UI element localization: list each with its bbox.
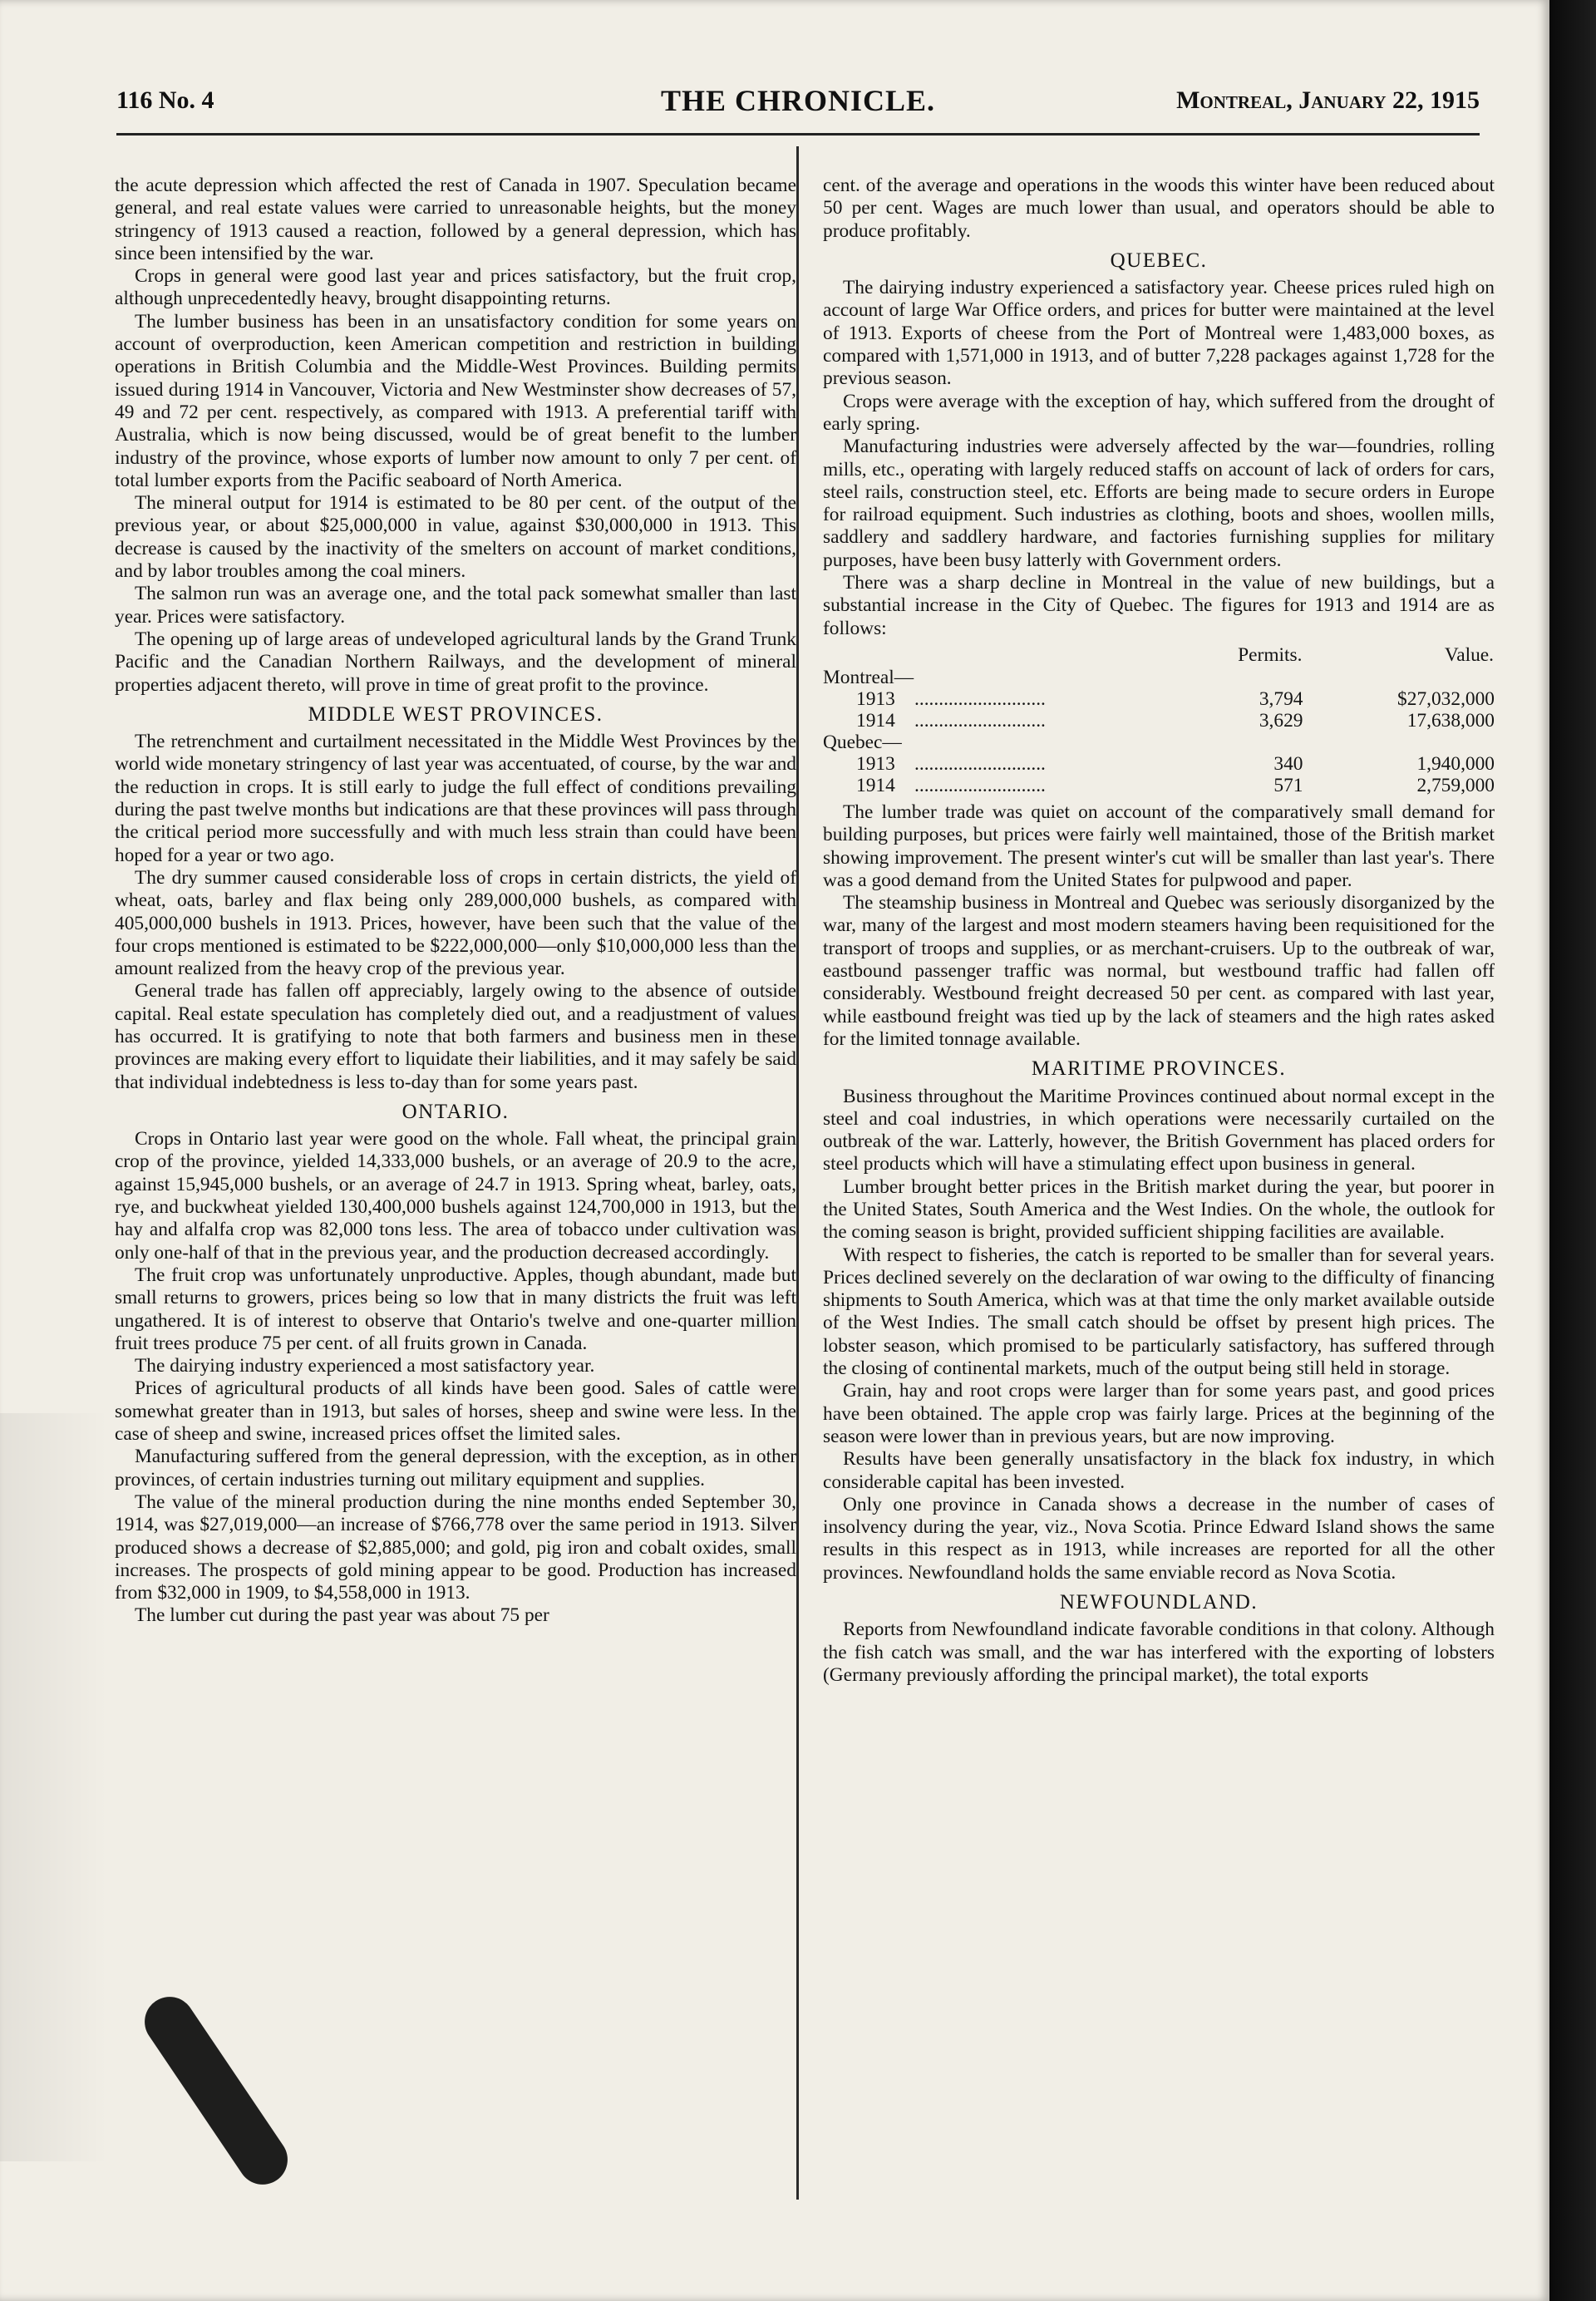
- page-crease-shadow: [0, 1413, 108, 2161]
- year-cell: 1913: [856, 687, 895, 710]
- table-group-row: [823, 732, 1495, 753]
- paragraph: Crops in Ontario last year were good on the whole. Fall wheat, the principal grain crop of the province, yielded 14,333,000 bushels, or an average of 20.9 to the acre, against 15,945,000 bushels, or an average of 24.7 in 1913. Spring wheat, barley, oats, rye, and buckwheat yielded 130,400,000 bushels against 124,700,000 in 1913, but the hay and alfalfa crop was 82,000 tons less. The area of tobacco under cultivation was only one-half of that in the previous year, and the production decreased accordingly.: [115, 1128, 796, 1264]
- paragraph: The mineral output for 1914 is estimated to be 80 per cent. of the output of the previous year, or about $25,000,000 in value, against $30,000,000 in 1913. This decrease is caused by the inactivity of the smelters on account of market conditions, and by labor troubles among the coal miners.: [115, 492, 796, 583]
- section-heading-quebec: QUEBEC.: [1110, 249, 1208, 272]
- paragraph: Only one province in Canada shows a decrease in the number of cases of insolvency during the year, viz., Nova Scotia. Prince Edward Island shows the same results in this respect as in 1913, while increases are reported for all the other provinces. Newfoundland holds the same enviable record as Nova Scotia.: [823, 1493, 1495, 1584]
- section-heading-middle-west: MIDDLE WEST PROVINCES.: [308, 702, 603, 726]
- year-cell: 1914: [856, 709, 895, 732]
- paragraph: The opening up of large areas of undeveloped agricultural lands by the Grand Trunk Pacific and the Canadian Northern Railways, and the development of mineral properties adjacent thereto, will prove in time of great profit to the province.: [115, 628, 796, 696]
- dateline: Montreal, January 22, 1915: [1176, 86, 1480, 114]
- table-header-row: [823, 643, 1495, 667]
- value-cell: $27,032,000: [1397, 687, 1495, 710]
- paragraph: The lumber cut during the past year was about 75 per: [135, 1604, 549, 1627]
- leader-dots: ...........................: [914, 709, 1046, 732]
- paragraph: The lumber trade was quiet on account of the comparatively small demand for building purposes, but prices were fairly well maintained, those of the British market showing improvement. The present winter's cut will be smaller than last year's. There was a good demand from the United States for pulpwood and paper.: [823, 801, 1495, 891]
- table-row: [823, 775, 1495, 796]
- paragraph: The lumber business has been in an unsatisfactory condition for some years on account of overproduction, keen American competition and restriction in building operations in British Columbia and the Middle-West Provinces. Building permits issued during 1914 in Vancouver, Victoria and New Westminster show decreases of 57, 49 and 72 per cent. respectively, as compared with 1913. A preferential tariff with Australia, which is now being discussed, would be of great benefit to the lumber industry of the province, whose exports of lumber now amount to only 7 per cent. of total lumber exports from the Pacific seaboard of North America.: [115, 310, 796, 491]
- value-cell: 1,940,000: [1416, 752, 1495, 775]
- paragraph: The value of the mineral production during the nine months ended September 30, 1914, was $27,019,000—an increase of $766,778 over the same period in 1913. Silver produced shows a decrease of $2,885,000; and gold, pig iron and cobalt oxides, small increases. The prospects of gold mining appear to be good. Production has increased from $32,000 in 1909, to $4,558,000 in 1913.: [115, 1490, 796, 1604]
- paragraph: There was a sharp decline in Montreal in the value of new buildings, but a substantial increase in the City of Quebec. The figures for 1913 and 1914 are as follows:: [823, 572, 1495, 639]
- page-number: 116 No. 4: [116, 86, 214, 114]
- paragraph: The dry summer caused considerable loss of crops in certain districts, the yield of wheat, oats, barley and flax being only 289,000,000 bushels, as compared with 405,000,000 bushels in 1913. Prices, however, have been such that the value of the four crops mentioned is estimated to be $222,000,000—only $10,000,000 less than the amount realized from the heavy crop of the previous year.: [115, 866, 796, 980]
- value-cell: 2,759,000: [1416, 774, 1495, 796]
- table-row: [823, 753, 1495, 775]
- city-label-quebec: Quebec—: [823, 731, 902, 753]
- leader-dots: ...........................: [914, 752, 1046, 775]
- leader-dots: ...........................: [914, 687, 1046, 710]
- year-cell: 1914: [856, 774, 895, 796]
- leader-dots: ...........................: [914, 774, 1046, 796]
- column-header-value: Value.: [1444, 643, 1494, 666]
- paragraph: Business throughout the Maritime Provinces continued about normal except in the steel and coal industries, in which operations were necessarily curtailed on the outbreak of the war. Latterly, however, the British Government has placed orders for steel products which will have a stimulating effect upon business in general.: [823, 1085, 1495, 1175]
- city-label-montreal: Montreal—: [823, 666, 914, 688]
- left-column: [115, 175, 796, 2186]
- paragraph: The salmon run was an average one, and the total pack somewhat smaller than last year. Prices were satisfactory.: [115, 583, 796, 628]
- table-row: [823, 688, 1495, 710]
- year-cell: 1913: [856, 752, 895, 775]
- paragraph: Results have been generally unsatisfactory in the black fox industry, in which considerable capital has been invested.: [823, 1448, 1495, 1493]
- building-permits-table: [823, 643, 1495, 796]
- paragraph: The dairying industry experienced a most satisfactory year.: [135, 1355, 595, 1377]
- paragraph: Reports from Newfoundland indicate favorable conditions in that colony. Although the fish catch was small, and the war has interfered with the exporting of lobsters (Germany previously affording the principal market), the total exports: [823, 1619, 1495, 1686]
- paragraph: Crops were average with the exception of hay, which suffered from the drought of early spring.: [823, 390, 1495, 435]
- paragraph: Lumber brought better prices in the British market during the year, but poorer in the United States, South America and the West Indies. On the whole, the outlook for the coming season is bright, provided sufficient shipping facilities are available.: [823, 1175, 1495, 1244]
- paragraph: Grain, hay and root crops were larger than for some years past, and good prices have been obtained. The apple crop was fairly large. Prices at the beginning of the season were lower than in previous years, but are now improving.: [823, 1380, 1495, 1447]
- page-header: [116, 83, 1480, 125]
- table-row: [823, 710, 1495, 732]
- value-cell: 17,638,000: [1406, 709, 1495, 732]
- column-header-permits: Permits.: [1238, 643, 1303, 666]
- permits-cell: 3,629: [1259, 709, 1303, 732]
- header-rule: [116, 133, 1480, 135]
- table-group-row: [823, 667, 1495, 688]
- paragraph: The dairying industry experienced a satisfactory year. Cheese prices ruled high on account of large War Office orders, and prices for butter were maintained at the level of 1913. Exports of cheese from the Port of Montreal were 1,483,000 boxes, as compared with 1,571,000 in 1913, and of butter 7,228 packages against 1,728 for the previous season.: [823, 277, 1495, 390]
- column-divider: [796, 146, 799, 2200]
- paragraph: Manufacturing suffered from the general depression, with the exception, as in other provinces, of certain industries turning out military equipment and supplies.: [115, 1446, 796, 1490]
- section-heading-maritime: MARITIME PROVINCES.: [1031, 1057, 1287, 1081]
- paragraph: The steamship business in Montreal and Quebec was seriously disorganized by the war, many of the largest and most modern steamers having been requisitioned for the transport of troops and supplies, or as merchant-cruisers. Up to the outbreak of war, eastbound passenger traffic was normal, but westbound traffic had fallen off considerably. Westbound freight decreased 50 per cent. as compared with last year, while eastbound freight was tied up by the lack of steamers and the high rates asked for the limited tonnage available.: [823, 892, 1495, 1050]
- paragraph: With respect to fisheries, the catch is reported to be smaller than for several years. Prices declined severely on the declaration of war owing to the difficulty of financing shipments to South America, which was at that time the only market available outside of the West Indies. The small catch should be offset by present high prices. The lobster season, which promised to be particularly satisfactory, has suffered through the closing of continental markets, much of the output being still held in storage.: [823, 1244, 1495, 1380]
- paragraph: General trade has fallen off appreciably, largely owing to the absence of outside capital. Real estate speculation has completely died out, and a readjustment of values has occurred. It is gratifying to note that both farmers and business men in these provinces are making every effort to liquidate their liabilities, and it may safely be said that individual indebtedness is less to-day than for some years past.: [115, 980, 796, 1093]
- permits-cell: 571: [1273, 774, 1303, 796]
- paragraph: Prices of agricultural products of all kinds have been good. Sales of cattle were somewhat greater than in 1913, but sales of horses, sheep and swine were less. In the case of sheep and swine, increased prices offset the limited sales.: [115, 1377, 796, 1446]
- permits-cell: 340: [1273, 752, 1303, 775]
- paragraph: Crops in general were good last year and prices satisfactory, but the fruit crop, although unprecedentedly heavy, brought disappointing returns.: [115, 265, 796, 310]
- paragraph: the acute depression which affected the rest of Canada in 1907. Speculation became general, and real estate values were carried to unreasonable heights, but the money stringency of 1913 caused a reaction, followed by a general depression, which has since been intensified by the war.: [115, 175, 796, 264]
- paragraph: cent. of the average and operations in the woods this winter have been reduced about 50 per cent. Wages are much lower than usual, and operators should be able to produce profitably.: [823, 175, 1495, 242]
- paragraph: Manufacturing industries were adversely affected by the war—foundries, rolling mills, etc., operating with largely reduced staffs on account of lack of orders for cars, steel rails, construction steel, etc. Efforts are being made to secure orders in Europe for railroad equipment. Such industries as clothing, boots and shoes, woollen mills, saddlery and saddlery hardware, and factories furnishing supplies for military purposes, have been busy latterly with Government orders.: [823, 436, 1495, 571]
- scan-edge-shadow: [1549, 0, 1596, 2301]
- section-heading-ontario: ONTARIO.: [401, 1100, 510, 1123]
- section-heading-newfoundland: NEWFOUNDLAND.: [1059, 1591, 1259, 1614]
- publication-title: THE CHRONICLE.: [660, 84, 936, 117]
- paragraph: The fruit crop was unfortunately unproductive. Apples, though abundant, made but small returns to growers, prices being so low that in many districts the fruit was left ungathered. It is of interest to observe that Ontario's twelve and one-quarter million fruit trees produce 75 per cent. of all fruits grown in Canada.: [115, 1264, 796, 1354]
- permits-cell: 3,794: [1259, 687, 1303, 710]
- paragraph: The retrenchment and curtailment necessitated in the Middle West Provinces by the world wide monetary stringency of last year was accentuated, of course, by the war and the reduction in crops. It is still early to judge the full effect of conditions prevailing during the past twelve months but indications are that these provinces will pass through the critical period more successfully and with much less strain than could have been hoped for a year or two ago.: [115, 731, 796, 866]
- right-column: [823, 175, 1495, 2186]
